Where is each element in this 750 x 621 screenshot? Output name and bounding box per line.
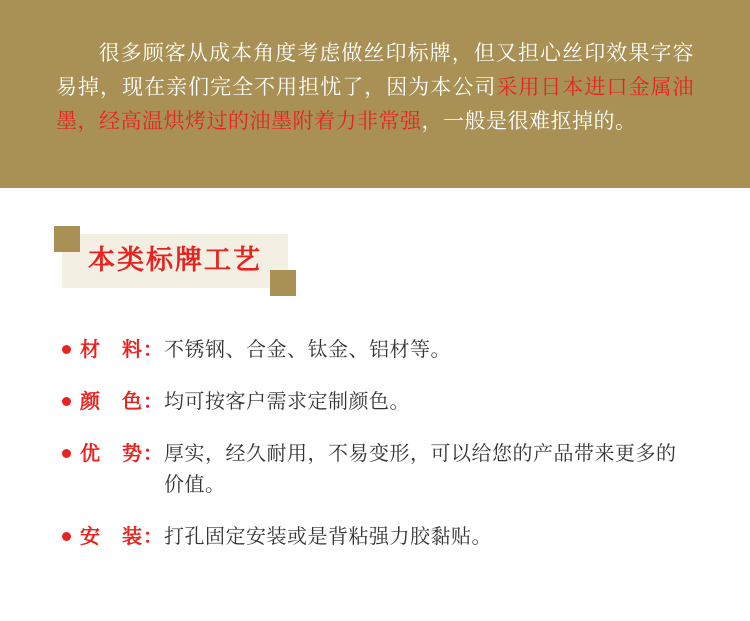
intro-banner <box>0 0 750 188</box>
spec-label: 颜 色： <box>80 389 164 413</box>
spec-list <box>56 334 694 552</box>
section-title-box <box>62 234 288 288</box>
spec-value: 厚实，经久耐用，不易变形，可以给您的产品带来更多的价值。 <box>164 441 677 496</box>
intro-paragraph <box>56 36 694 138</box>
spec-label: 材 料： <box>80 337 164 361</box>
corner-decoration-top-left <box>54 226 80 252</box>
bullet-dot-icon <box>62 345 71 354</box>
section-title: 本类标牌工艺 <box>88 245 262 276</box>
spec-value: 打孔固定安装或是背粘强力胶黏贴。 <box>164 524 492 548</box>
spec-label: 优 势： <box>80 441 164 465</box>
intro-text-highlight: 采用日本进口金属油墨，经高温烘烤过的油墨附着力非常强 <box>56 75 695 133</box>
list-item <box>62 438 694 500</box>
bullet-dot-icon <box>62 532 71 541</box>
craft-section <box>0 188 750 552</box>
bullet-dot-icon <box>62 397 71 406</box>
section-title-wrap <box>62 234 288 288</box>
list-item <box>62 386 694 417</box>
spec-label: 安 装： <box>80 524 164 548</box>
spec-value: 不锈钢、合金、钛金、铝材等。 <box>164 337 451 361</box>
intro-text-part-3: ，一般是很难抠掉的。 <box>421 109 637 133</box>
list-item <box>62 334 694 365</box>
intro-text-part-1: 很多顾客从成本角度考虑做丝印标牌，但又担心丝印效果字容易掉，现在亲们完全不用担忧了，因为本公司 <box>56 41 694 99</box>
list-item <box>62 521 694 552</box>
spec-value: 均可按客户需求定制颜色。 <box>164 389 410 413</box>
corner-decoration-bottom-right <box>270 270 296 296</box>
bullet-dot-icon <box>62 449 71 458</box>
